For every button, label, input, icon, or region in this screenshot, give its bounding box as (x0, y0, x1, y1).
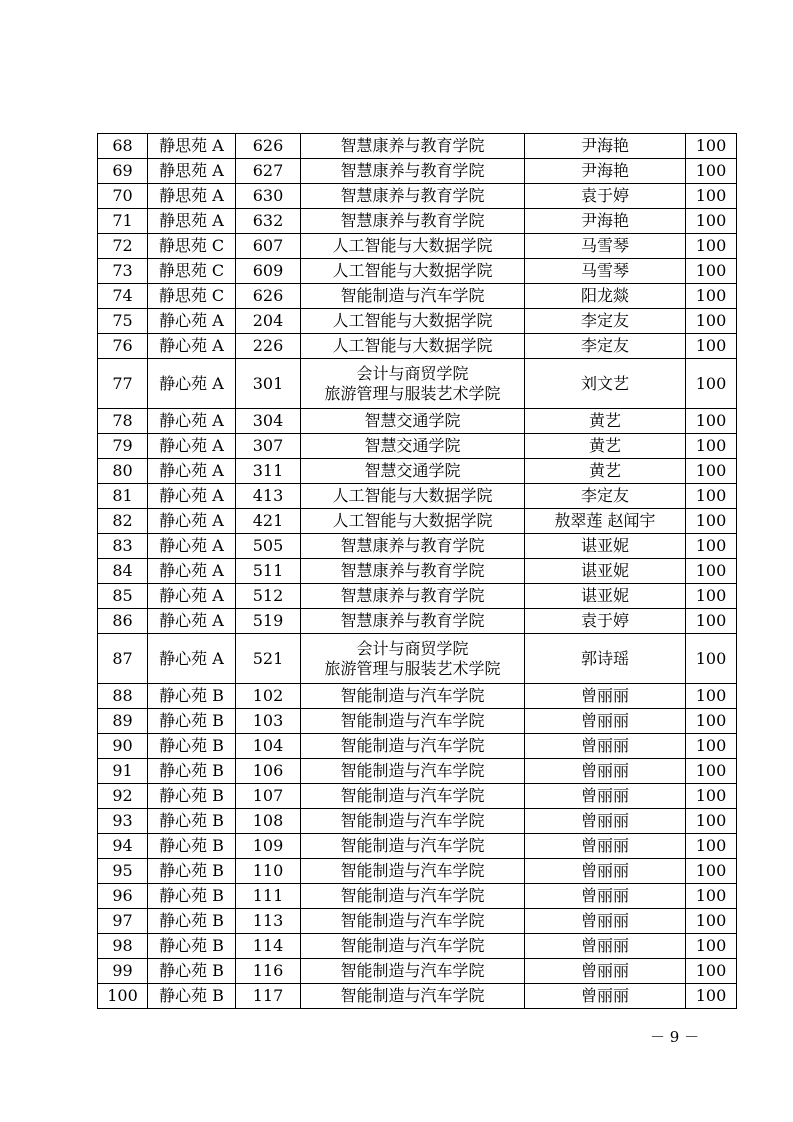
college-name: 智慧交通学院 (364, 411, 461, 430)
college-cell (301, 834, 525, 859)
table-row (98, 309, 737, 334)
room-number-cell: 109 (236, 834, 301, 859)
score-cell: 100 (686, 459, 737, 484)
score-cell: 100 (686, 784, 737, 809)
college-cell (301, 684, 525, 709)
table-row (98, 534, 737, 559)
building-cell: 静心苑 B (148, 834, 236, 859)
college-cell (301, 959, 525, 984)
table-row (98, 234, 737, 259)
college-cell (301, 634, 525, 684)
table-row (98, 334, 737, 359)
room-number-cell: 107 (236, 784, 301, 809)
row-number-cell: 91 (98, 759, 148, 784)
table-row (98, 834, 737, 859)
building-cell: 静心苑 B (148, 859, 236, 884)
row-number-cell: 75 (98, 309, 148, 334)
college-name: 智能制造与汽车学院 (340, 936, 485, 955)
score-cell: 100 (686, 134, 737, 159)
room-number-cell: 304 (236, 409, 301, 434)
row-number-cell: 95 (98, 859, 148, 884)
table-row (98, 734, 737, 759)
score-cell: 100 (686, 909, 737, 934)
person-in-charge-cell: 敖翠莲 赵闻宇 (525, 509, 686, 534)
score-cell: 100 (686, 234, 737, 259)
college-cell (301, 484, 525, 509)
score-cell: 100 (686, 834, 737, 859)
college-cell (301, 909, 525, 934)
college-cell (301, 184, 525, 209)
room-number-cell: 104 (236, 734, 301, 759)
score-cell: 100 (686, 184, 737, 209)
room-number-cell: 607 (236, 234, 301, 259)
room-number-cell: 307 (236, 434, 301, 459)
college-cell (301, 309, 525, 334)
building-cell: 静心苑 B (148, 809, 236, 834)
table-row (98, 159, 737, 184)
room-number-cell: 512 (236, 584, 301, 609)
score-cell: 100 (686, 509, 737, 534)
college-cell (301, 334, 525, 359)
room-number-cell: 114 (236, 934, 301, 959)
room-number-cell: 413 (236, 484, 301, 509)
college-name: 旅游管理与服装艺术学院 (324, 658, 501, 678)
college-cell (301, 559, 525, 584)
person-in-charge-cell: 李定友 (525, 309, 686, 334)
table-row (98, 684, 737, 709)
score-cell: 100 (686, 634, 737, 684)
row-number-cell: 89 (98, 709, 148, 734)
row-number-cell: 68 (98, 134, 148, 159)
row-number-cell: 74 (98, 284, 148, 309)
building-cell: 静心苑 A (148, 309, 236, 334)
room-number-cell: 421 (236, 509, 301, 534)
table-row (98, 509, 737, 534)
building-cell: 静心苑 B (148, 759, 236, 784)
score-cell: 100 (686, 334, 737, 359)
score-cell: 100 (686, 484, 737, 509)
person-in-charge-cell: 曾丽丽 (525, 809, 686, 834)
person-in-charge-cell: 曾丽丽 (525, 909, 686, 934)
college-cell (301, 809, 525, 834)
room-number-cell: 521 (236, 634, 301, 684)
building-cell: 静心苑 B (148, 734, 236, 759)
room-number-cell: 511 (236, 559, 301, 584)
row-number-cell: 94 (98, 834, 148, 859)
table-row (98, 809, 737, 834)
room-number-cell: 103 (236, 709, 301, 734)
row-number-cell: 80 (98, 459, 148, 484)
score-cell: 100 (686, 309, 737, 334)
score-cell: 100 (686, 609, 737, 634)
row-number-cell: 82 (98, 509, 148, 534)
row-number-cell: 97 (98, 909, 148, 934)
room-number-cell: 108 (236, 809, 301, 834)
person-in-charge-cell: 刘文艺 (525, 359, 686, 409)
row-number-cell: 70 (98, 184, 148, 209)
row-number-cell: 84 (98, 559, 148, 584)
person-in-charge-cell: 李定友 (525, 484, 686, 509)
building-cell: 静思苑 A (148, 209, 236, 234)
college-cell (301, 134, 525, 159)
table-row (98, 959, 737, 984)
table-row (98, 209, 737, 234)
college-cell (301, 934, 525, 959)
room-number-cell: 106 (236, 759, 301, 784)
table-row (98, 709, 737, 734)
building-cell: 静心苑 A (148, 334, 236, 359)
score-cell: 100 (686, 734, 737, 759)
room-number-cell: 113 (236, 909, 301, 934)
college-name: 智慧康养与教育学院 (340, 586, 485, 605)
person-in-charge-cell: 黄艺 (525, 434, 686, 459)
table-row (98, 434, 737, 459)
building-cell: 静思苑 C (148, 284, 236, 309)
college-cell (301, 534, 525, 559)
college-cell (301, 259, 525, 284)
person-in-charge-cell: 郭诗瑶 (525, 634, 686, 684)
table-row (98, 984, 737, 1009)
college-name: 智慧交通学院 (364, 461, 461, 480)
row-number-cell: 76 (98, 334, 148, 359)
building-cell: 静心苑 B (148, 884, 236, 909)
dormitory-score-table (97, 133, 737, 1009)
person-in-charge-cell: 马雪琴 (525, 234, 686, 259)
row-number-cell: 72 (98, 234, 148, 259)
college-cell (301, 609, 525, 634)
person-in-charge-cell: 曾丽丽 (525, 784, 686, 809)
building-cell: 静心苑 A (148, 534, 236, 559)
person-in-charge-cell: 谌亚妮 (525, 559, 686, 584)
row-number-cell: 90 (98, 734, 148, 759)
college-name: 会计与商贸学院 (356, 638, 469, 658)
college-name: 会计与商贸学院 (356, 363, 469, 383)
room-number-cell: 117 (236, 984, 301, 1009)
room-number-cell: 311 (236, 459, 301, 484)
college-name: 智慧康养与教育学院 (340, 161, 485, 180)
person-in-charge-cell: 马雪琴 (525, 259, 686, 284)
table-row (98, 459, 737, 484)
person-in-charge-cell: 曾丽丽 (525, 984, 686, 1009)
college-name: 智能制造与汽车学院 (340, 786, 485, 805)
room-number-cell: 102 (236, 684, 301, 709)
college-cell (301, 859, 525, 884)
building-cell: 静心苑 A (148, 559, 236, 584)
score-cell: 100 (686, 434, 737, 459)
room-number-cell: 630 (236, 184, 301, 209)
row-number-cell: 69 (98, 159, 148, 184)
score-cell: 100 (686, 409, 737, 434)
score-cell: 100 (686, 534, 737, 559)
college-name: 智能制造与汽车学院 (340, 761, 485, 780)
person-in-charge-cell: 尹海艳 (525, 209, 686, 234)
building-cell: 静心苑 B (148, 709, 236, 734)
score-cell: 100 (686, 359, 737, 409)
room-number-cell: 226 (236, 334, 301, 359)
row-number-cell: 85 (98, 584, 148, 609)
building-cell: 静心苑 A (148, 484, 236, 509)
table-row (98, 259, 737, 284)
score-cell: 100 (686, 284, 737, 309)
table-row (98, 759, 737, 784)
row-number-cell: 87 (98, 634, 148, 684)
score-cell: 100 (686, 934, 737, 959)
row-number-cell: 88 (98, 684, 148, 709)
building-cell: 静心苑 A (148, 359, 236, 409)
building-cell: 静心苑 B (148, 784, 236, 809)
building-cell: 静心苑 A (148, 634, 236, 684)
table-row (98, 359, 737, 409)
college-name: 人工智能与大数据学院 (332, 486, 493, 505)
table-row (98, 784, 737, 809)
score-cell: 100 (686, 684, 737, 709)
college-name: 智能制造与汽车学院 (340, 286, 485, 305)
person-in-charge-cell: 黄艺 (525, 409, 686, 434)
person-in-charge-cell: 阳龙燚 (525, 284, 686, 309)
college-cell (301, 884, 525, 909)
score-cell: 100 (686, 559, 737, 584)
score-cell: 100 (686, 709, 737, 734)
row-number-cell: 92 (98, 784, 148, 809)
college-name: 人工智能与大数据学院 (332, 311, 493, 330)
college-cell (301, 759, 525, 784)
college-cell (301, 359, 525, 409)
person-in-charge-cell: 曾丽丽 (525, 884, 686, 909)
person-in-charge-cell: 曾丽丽 (525, 834, 686, 859)
building-cell: 静思苑 A (148, 184, 236, 209)
room-number-cell: 204 (236, 309, 301, 334)
table-row (98, 584, 737, 609)
table-row (98, 884, 737, 909)
row-number-cell: 93 (98, 809, 148, 834)
college-name: 智慧康养与教育学院 (340, 536, 485, 555)
room-number-cell: 111 (236, 884, 301, 909)
row-number-cell: 99 (98, 959, 148, 984)
person-in-charge-cell: 曾丽丽 (525, 759, 686, 784)
building-cell: 静心苑 A (148, 409, 236, 434)
college-name: 智慧交通学院 (364, 436, 461, 455)
person-in-charge-cell: 袁于婷 (525, 609, 686, 634)
person-in-charge-cell: 黄艺 (525, 459, 686, 484)
building-cell: 静思苑 C (148, 259, 236, 284)
room-number-cell: 626 (236, 134, 301, 159)
college-name: 人工智能与大数据学院 (332, 336, 493, 355)
college-name: 智能制造与汽车学院 (340, 886, 485, 905)
room-number-cell: 626 (236, 284, 301, 309)
score-cell: 100 (686, 209, 737, 234)
table-row (98, 859, 737, 884)
page-number: － 9 － (650, 1028, 700, 1046)
college-name: 智能制造与汽车学院 (340, 986, 485, 1005)
college-name: 智能制造与汽车学院 (340, 811, 485, 830)
college-cell (301, 234, 525, 259)
score-cell: 100 (686, 959, 737, 984)
college-cell (301, 459, 525, 484)
college-name: 智慧康养与教育学院 (340, 136, 485, 155)
college-name: 智慧康养与教育学院 (340, 211, 485, 230)
person-in-charge-cell: 尹海艳 (525, 159, 686, 184)
table-row (98, 184, 737, 209)
person-in-charge-cell: 尹海艳 (525, 134, 686, 159)
room-number-cell: 632 (236, 209, 301, 234)
room-number-cell: 116 (236, 959, 301, 984)
table-row (98, 609, 737, 634)
college-name: 人工智能与大数据学院 (332, 511, 493, 530)
building-cell: 静心苑 B (148, 959, 236, 984)
college-name: 智能制造与汽车学院 (340, 861, 485, 880)
college-cell (301, 584, 525, 609)
room-number-cell: 505 (236, 534, 301, 559)
row-number-cell: 86 (98, 609, 148, 634)
college-name: 智能制造与汽车学院 (340, 686, 485, 705)
college-name: 人工智能与大数据学院 (332, 261, 493, 280)
room-number-cell: 110 (236, 859, 301, 884)
college-cell (301, 209, 525, 234)
college-name: 智能制造与汽车学院 (340, 961, 485, 980)
score-cell: 100 (686, 984, 737, 1009)
row-number-cell: 71 (98, 209, 148, 234)
building-cell: 静思苑 A (148, 134, 236, 159)
college-name: 旅游管理与服装艺术学院 (324, 383, 501, 403)
row-number-cell: 98 (98, 934, 148, 959)
college-cell (301, 784, 525, 809)
row-number-cell: 81 (98, 484, 148, 509)
college-cell (301, 509, 525, 534)
person-in-charge-cell: 曾丽丽 (525, 734, 686, 759)
building-cell: 静心苑 A (148, 509, 236, 534)
building-cell: 静心苑 A (148, 584, 236, 609)
score-cell: 100 (686, 259, 737, 284)
building-cell: 静思苑 C (148, 234, 236, 259)
table-row (98, 409, 737, 434)
room-number-cell: 519 (236, 609, 301, 634)
person-in-charge-cell: 曾丽丽 (525, 934, 686, 959)
row-number-cell: 78 (98, 409, 148, 434)
college-name: 智能制造与汽车学院 (340, 836, 485, 855)
college-name: 智慧康养与教育学院 (340, 186, 485, 205)
table-row (98, 934, 737, 959)
table-row (98, 634, 737, 684)
college-cell (301, 734, 525, 759)
score-cell: 100 (686, 759, 737, 784)
building-cell: 静心苑 B (148, 984, 236, 1009)
table-body (98, 134, 737, 1009)
row-number-cell: 77 (98, 359, 148, 409)
table-row (98, 284, 737, 309)
college-name: 人工智能与大数据学院 (332, 236, 493, 255)
building-cell: 静心苑 B (148, 909, 236, 934)
college-cell (301, 709, 525, 734)
person-in-charge-cell: 曾丽丽 (525, 859, 686, 884)
room-number-cell: 609 (236, 259, 301, 284)
building-cell: 静心苑 B (148, 934, 236, 959)
score-cell: 100 (686, 859, 737, 884)
college-name: 智慧康养与教育学院 (340, 611, 485, 630)
college-cell (301, 409, 525, 434)
college-cell (301, 284, 525, 309)
row-number-cell: 100 (98, 984, 148, 1009)
person-in-charge-cell: 谌亚妮 (525, 584, 686, 609)
score-cell: 100 (686, 809, 737, 834)
score-cell: 100 (686, 584, 737, 609)
building-cell: 静心苑 A (148, 434, 236, 459)
college-name: 智能制造与汽车学院 (340, 711, 485, 730)
row-number-cell: 73 (98, 259, 148, 284)
score-cell: 100 (686, 884, 737, 909)
person-in-charge-cell: 袁于婷 (525, 184, 686, 209)
person-in-charge-cell: 曾丽丽 (525, 684, 686, 709)
row-number-cell: 83 (98, 534, 148, 559)
score-cell: 100 (686, 159, 737, 184)
row-number-cell: 79 (98, 434, 148, 459)
college-name: 智能制造与汽车学院 (340, 736, 485, 755)
building-cell: 静思苑 A (148, 159, 236, 184)
person-in-charge-cell: 谌亚妮 (525, 534, 686, 559)
row-number-cell: 96 (98, 884, 148, 909)
college-name: 智能制造与汽车学院 (340, 911, 485, 930)
building-cell: 静心苑 A (148, 609, 236, 634)
building-cell: 静心苑 B (148, 684, 236, 709)
room-number-cell: 301 (236, 359, 301, 409)
college-cell (301, 984, 525, 1009)
table-row (98, 909, 737, 934)
person-in-charge-cell: 曾丽丽 (525, 709, 686, 734)
building-cell: 静心苑 A (148, 459, 236, 484)
table-row (98, 559, 737, 584)
person-in-charge-cell: 李定友 (525, 334, 686, 359)
person-in-charge-cell: 曾丽丽 (525, 959, 686, 984)
college-name: 智慧康养与教育学院 (340, 561, 485, 580)
table-row (98, 484, 737, 509)
college-cell (301, 159, 525, 184)
table-row (98, 134, 737, 159)
college-cell (301, 434, 525, 459)
room-number-cell: 627 (236, 159, 301, 184)
